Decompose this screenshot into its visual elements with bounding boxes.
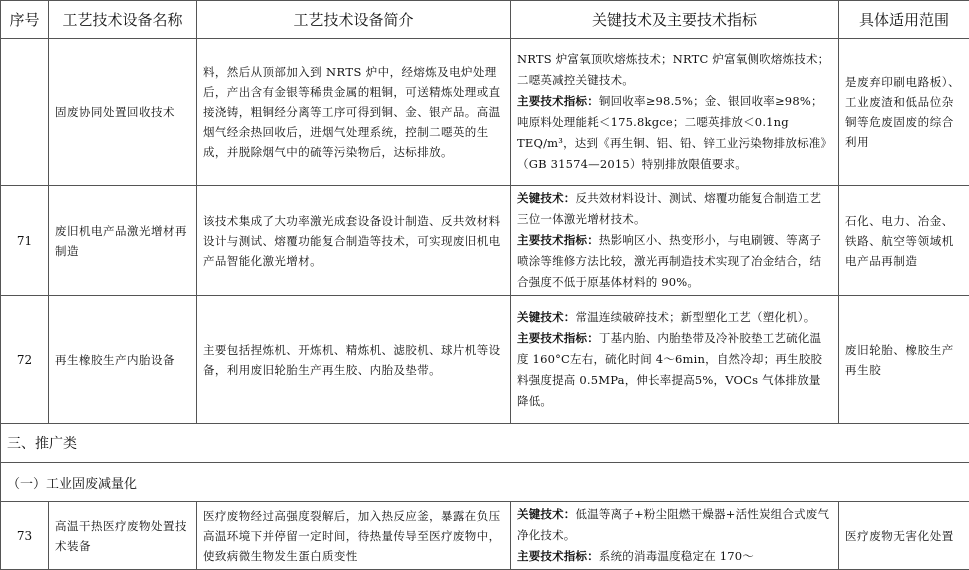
row-intro: 该技术集成了大功率激光成套设备设计制造、反共效材料设计与测试、熔覆功能复合制造等技术，可实现废旧机电产品智能化激光增材。 xyxy=(197,186,511,296)
row-intro: 医疗废物经过高强度裂解后，加入热反应釜，暴露在负压高温环境下并停留一定时间，待热量传导至医疗废物中，使致病微生物发生蛋白质变性 xyxy=(197,502,511,570)
key-tech-label: 关键技术： xyxy=(517,310,576,324)
row-number: 72 xyxy=(1,296,49,424)
row-key-tech xyxy=(511,186,839,296)
header-no: 序号 xyxy=(1,1,49,39)
table-header xyxy=(1,1,969,39)
row-name: 废旧机电产品激光增材再制造 xyxy=(49,186,197,296)
section-row xyxy=(1,424,969,463)
main-index-text: 系统的消毒温度稳定在 170～ xyxy=(599,549,754,563)
table-row xyxy=(1,502,969,570)
row-number: 73 xyxy=(1,502,49,570)
section-title: 三、推广类 xyxy=(1,424,969,463)
key-tech-label: 关键技术： xyxy=(517,507,576,521)
row-name: 再生橡胶生产内胎设备 xyxy=(49,296,197,424)
row-scope: 是废弃印刷电路板）、工业废渣和低品位杂铜等危废固废的综合利用 xyxy=(839,39,969,186)
row-key-tech xyxy=(511,39,839,186)
table-row xyxy=(1,39,969,186)
table-row xyxy=(1,186,969,296)
subsection-title: （一）工业固废减量化 xyxy=(1,463,969,502)
key-tech-text: 常温连续破碎技术；新型塑化工艺（塑化机）。 xyxy=(576,310,816,324)
key-tech-text: 低温等离子+粉尘阻燃干燥器+活性炭组合式废气净化技术。 xyxy=(517,507,829,542)
main-index-text: 热影响区小、热变形小，与电刷镀、等离子喷涂等维修方法比较，激光再制造技术实现了冶金结合，结合强度不低于原基体材料的 90%。 xyxy=(517,233,821,289)
main-index-label: 主要技术指标： xyxy=(517,549,599,563)
row-number: 71 xyxy=(1,186,49,296)
row-name: 高温干热医疗废物处置技术装备 xyxy=(49,502,197,570)
row-intro: 料，然后从顶部加入到 NRTS 炉中，经熔炼及电炉处理后，产出含有金银等稀贵金属的粗铜，可送精炼处理或直接浇铸，粗铜经分离等工序可得到铜、金、银产品。高温烟气经余热回收后，进烟气处理系统，控制二噁英的生成，并脱除烟气中的硫等污染物后，达标排放。 xyxy=(197,39,511,186)
key-tech-text: 反共效材料设计、测试、熔覆功能复合制造工艺三位一体激光增材技术。 xyxy=(517,191,821,226)
header-row xyxy=(1,1,969,39)
main-index-label: 主要技术指标： xyxy=(517,94,599,108)
header-intro: 工艺技术设备简介 xyxy=(197,1,511,39)
row-number xyxy=(1,39,49,186)
header-name: 工艺技术设备名称 xyxy=(49,1,197,39)
main-index-text: 丁基内胎、内胎垫带及冷补胶垫工艺硫化温度 160°C左右，硫化时间 4～6min，自然冷却；再生胶胶料强度提高 0.5MPa，伸长率提高5%，VOCs 气体排放量降低。 xyxy=(517,331,822,408)
table-body xyxy=(1,39,969,570)
main-index-label: 主要技术指标： xyxy=(517,233,599,247)
main-index-label: 主要技术指标： xyxy=(517,331,599,345)
header-key-tech: 关键技术及主要技术指标 xyxy=(511,1,839,39)
row-intro: 主要包括捏炼机、开炼机、精炼机、滤胶机、球片机等设备，利用废旧轮胎生产再生胶、内胎及垫带。 xyxy=(197,296,511,424)
key-tech-label: 关键技术： xyxy=(517,191,576,205)
row-key-tech xyxy=(511,296,839,424)
row-key-tech xyxy=(511,502,839,570)
row-name: 固废协同处置回收技术 xyxy=(49,39,197,186)
row-scope: 废旧轮胎、橡胶生产再生胶 xyxy=(839,296,969,424)
key-tech-text: NRTS 炉富氧顶吹熔炼技术；NRTC 炉富氧侧吹熔炼技术；二噁英减控关键技术。 xyxy=(517,49,832,91)
main-index-text: 铜回收率≥98.5%；金、银回收率≥98%；吨原料处理能耗＜175.8kgce；二噁英排放＜0.1ng TEQ/m³，达到《再生铜、铝、铅、锌工业污染物排放标准》（GB 31574—2015）特别排放限值要求。 xyxy=(517,94,826,171)
table-row xyxy=(1,296,969,424)
row-scope: 医疗废物无害化处置 xyxy=(839,502,969,570)
header-scope: 具体适用范围 xyxy=(839,1,969,39)
row-scope: 石化、电力、冶金、铁路、航空等领域机电产品再制造 xyxy=(839,186,969,296)
subsection-row xyxy=(1,463,969,502)
